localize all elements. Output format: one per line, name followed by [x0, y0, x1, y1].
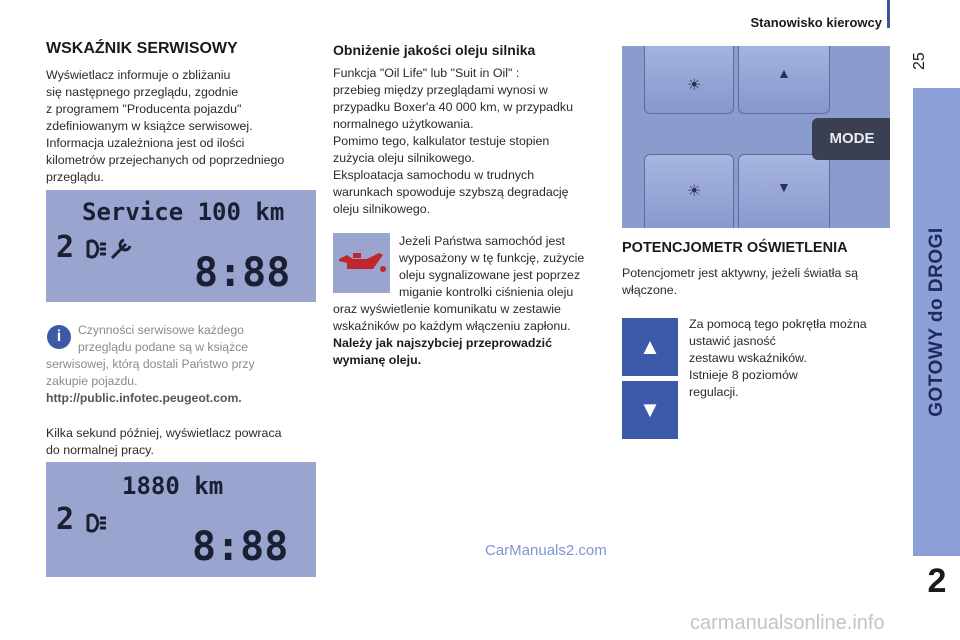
down-control: ▼	[738, 154, 830, 228]
dashboard-controls-photo	[622, 46, 890, 228]
brightness-up-button[interactable]: ▲	[622, 318, 678, 376]
oil-warning-text: Jeżeli Państwa samochód jest wyposażony w tę funkcję, zużycie oleju sygnalizowane jest poprzez miganie kontrolki ciśnienia oleju oraz wyświetlenie komunikatu w zestawie wskaźników po każdym włączeniu zapłonu. Należy jak najszybciej przeprowadzić wymianę oleju.	[333, 233, 605, 369]
lcd-clock: 8:88	[194, 250, 291, 296]
headlamp-down-control: ☀	[644, 154, 734, 228]
up-control: ▲	[738, 46, 830, 114]
service-lcd-display	[46, 190, 316, 302]
info-icon: i	[47, 325, 71, 349]
brightness-adjust-text: Za pomocą tego pokrętła można ustawić jasność zestawu wskaźników. Istnieje 8 poziomów regulacji.	[689, 317, 867, 399]
chapter-number: 2	[927, 562, 947, 600]
carmanuals-watermark: CarManuals2.com	[485, 542, 607, 559]
mode-button: MODE	[812, 118, 890, 160]
headlamp-up-control: ☀	[644, 46, 734, 114]
oil-life-description: Funkcja "Oil Life" lub "Suit in Oil" : przebieg między przeglądami wynosi w przypadku Boxer'a 40 000 km, w przypadku normalnego użytkowania. Pomimo tego, kalkulator testuje stopien zużycia oleju silnikowego. Eksploatacja samochodu w trudnych warunkach spowoduje szybszą degradację oleju silnikowego.	[333, 66, 573, 216]
chapter-side-tab	[913, 88, 960, 556]
lcd-gear-indicator: 2	[56, 502, 75, 537]
lcd-clock: 8:88	[192, 524, 289, 570]
odometer-lcd-display	[46, 462, 316, 577]
oil-change-warning: Należy jak najszybciej przeprowadzić	[333, 336, 552, 350]
headlamp-wrench-icon	[84, 236, 136, 262]
infotec-link[interactable]: http://public.infotec.peugeot.com.	[46, 391, 242, 405]
brightness-down-button[interactable]: ▼	[622, 381, 678, 439]
service-info-note: Czynności serwisowe każdego przeglądu podane są w książce serwisowej, którą dostali Państwo przy zakupie pojazdu. http://public.infotec.peugeot.com.	[46, 322, 308, 407]
lcd-odometer-text: 1880 km	[122, 472, 224, 500]
chapter-tab-label: GOTOWY do DROGI	[925, 227, 947, 417]
service-indicator-intro: Wyświetlacz informuje o zbliżaniu się następnego przeglądu, zgodnie z programem "Producenta pojazdu" zdefiniowanym w książce serwisowej. Informacja uzależniona jest od ilości kilometrów przejechanych od poprzedniego przeglądu.	[46, 68, 285, 184]
section-title: Stanowisko kierowcy	[750, 15, 882, 30]
return-to-normal-text: Kilka sekund później, wyświetlacz powraca do normalnej pracy.	[46, 426, 282, 457]
carmanualsonline-watermark: carmanualsonline.info	[690, 612, 885, 634]
lcd-gear-indicator: 2	[56, 230, 75, 265]
page-number: 25	[911, 52, 928, 70]
headlamp-icon	[84, 510, 110, 536]
potentiometer-intro: Potencjometr jest aktywny, jeżeli światła są włączone.	[622, 266, 858, 297]
service-indicator-heading: WSKAŹNIK SERWISOWY	[46, 40, 238, 57]
oil-quality-heading: Obniżenie jakości oleju silnika	[333, 42, 536, 58]
lighting-potentiometer-heading: POTENCJOMETR OŚWIETLENIA	[622, 240, 848, 256]
header-divider	[887, 0, 890, 28]
lcd-service-text: Service 100 km	[82, 198, 285, 226]
